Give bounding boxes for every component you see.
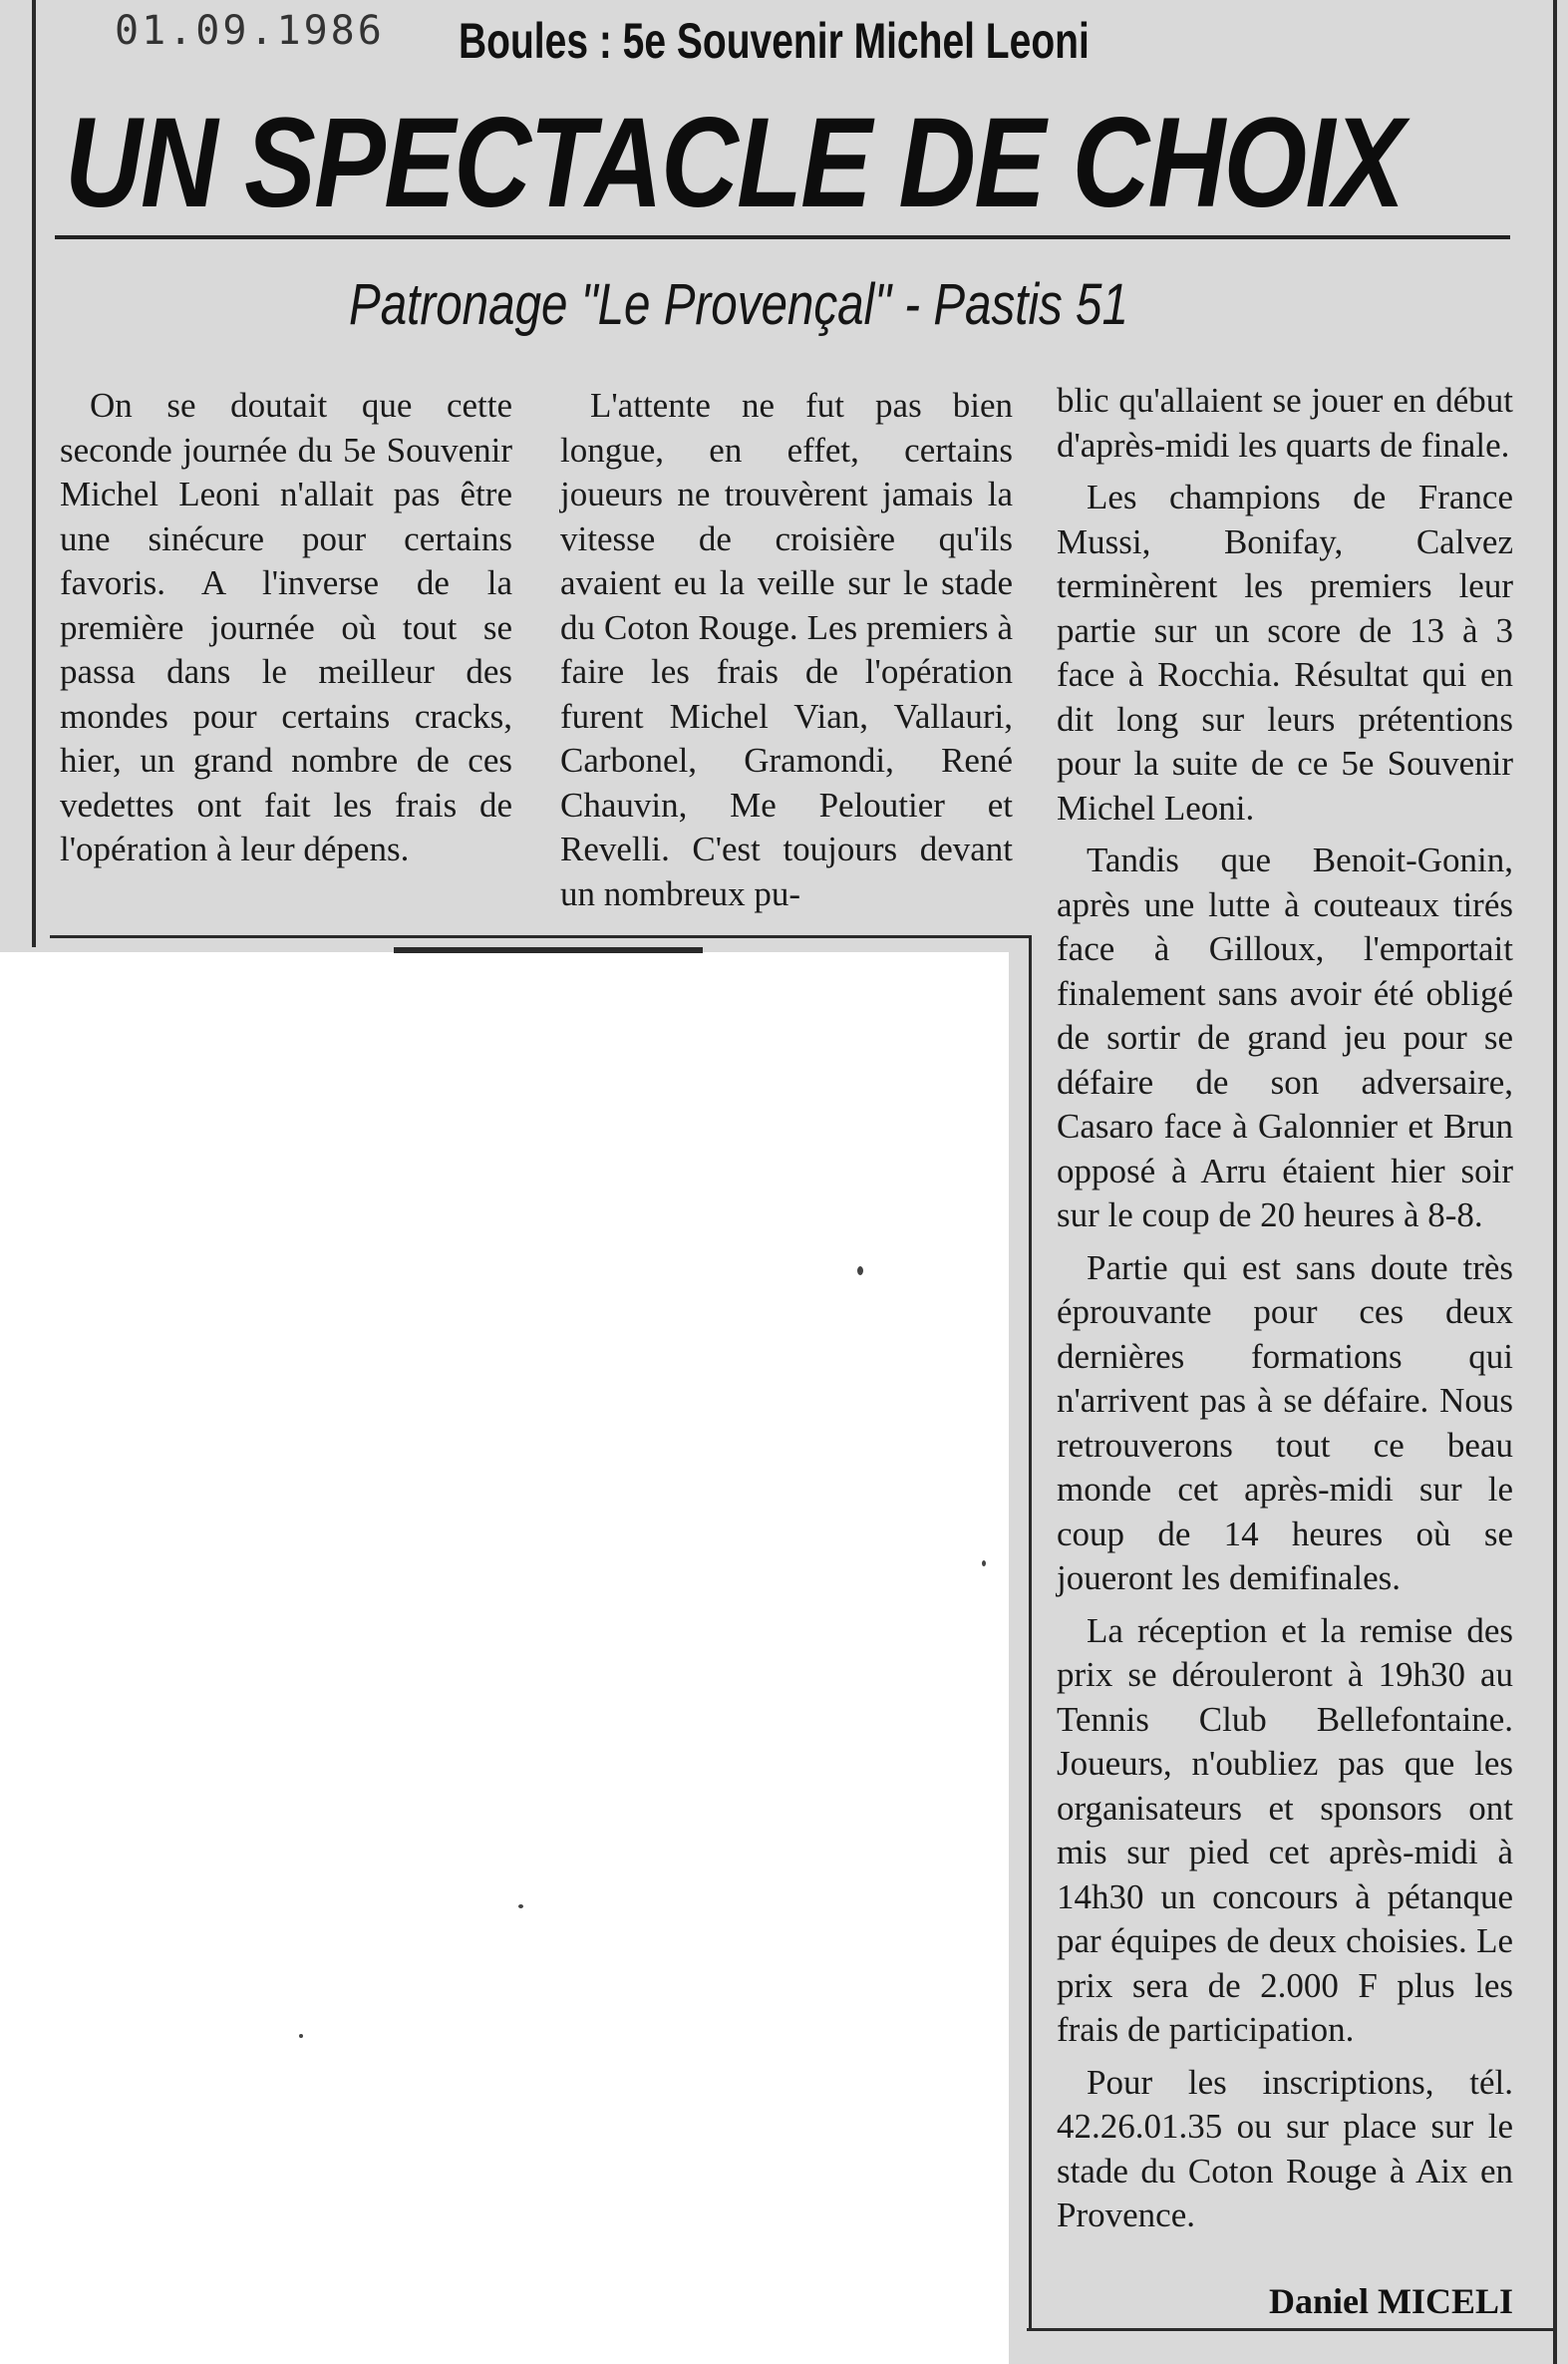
- article-kicker: Boules : 5e Souvenir Michel Leoni: [459, 13, 1090, 69]
- scan-speck: [982, 1560, 986, 1566]
- paragraph: On se doutait que cette seconde journée du 5e Souvenir Michel Leoni n'allait pas être une sinécure pour certains favoris. A l'inverse de la première journée où tout se passa dans le meilleur des mondes pour certains cracks, hier, un grand nombre de ces vedettes ont fait les frais de l'opération à leur dépens.: [60, 386, 512, 868]
- clipping-edge-bottom: [1027, 2328, 1555, 2331]
- paragraph: Tandis que Benoit-Gonin, après une lutte à couteaux tirés face à Gilloux, l'emportait finalement sans avoir été obligé de sortir de grand jeu pour se défaire de son adversaire, Casaro face à Galonnier et Brun opposé à Arru étaient hier soir sur le coup de 20 heures à 8-8.: [1057, 841, 1513, 1234]
- headline-rule: [55, 235, 1510, 239]
- article-end-bar: [394, 947, 703, 953]
- article-divider-horizontal: [50, 935, 1029, 938]
- paragraph: L'attente ne fut pas bien longue, en effet, certains joueurs ne trouvèrent jamais la vitesse de croisière qu'ils avaient eu la veille sur le stade du Coton Rouge. Les premiers à faire les frais de l'opération furent Michel Vian, Vallauri, Carbonel, Gramondi, René Chauvin, Me Peloutier et Revelli. C'est toujours devant un nombreux pu-: [560, 386, 1013, 913]
- article-column-2: [560, 384, 1013, 916]
- column-divider-vertical: [1029, 935, 1032, 2331]
- paragraph: Partie qui est sans doute très éprouvante pour ces deux dernières formations qui n'arrivent pas à se défaire. Nous retrouverons tout ce beau monde cet après-midi sur le coup de 14 heures où se joueront les demifinales.: [1057, 1247, 1513, 1597]
- clipping-edge-right: [1553, 0, 1557, 2364]
- paragraph: La réception et la remise des prix se dérouleront à 19h30 au Tennis Club Bellefontaine. Joueurs, n'oubliez pas que les organisateurs et sponsors ont mis sur pied cet après-midi à 14h30 un concours à pétanque par équipes de deux choisies. Le prix sera de 2.000 F plus les frais de participation.: [1057, 1610, 1513, 2049]
- article-column-3: [1057, 379, 1513, 2238]
- article-subheadline: Patronage "Le Provençal" - Pastis 51: [349, 272, 1128, 337]
- paragraph: Les champions de France Mussi, Bonifay, Calvez terminèrent les premiers leur partie sur un score de 13 à 3 face à Rocchia. Résultat qui en dit long sur leurs prétentions pour la suite de ce 5e Souvenir Michel Leoni.: [1057, 478, 1513, 828]
- article-headline: UN SPECTACLE DE CHOIX: [65, 92, 1404, 234]
- paragraph: blic qu'allaient se jouer en début d'après-midi les quarts de finale.: [1057, 381, 1513, 465]
- paragraph: Pour les inscriptions, tél. 42.26.01.35 ou sur place sur le stade du Coton Rouge à Aix en Provence.: [1057, 2062, 1513, 2234]
- scan-speck: [857, 1266, 863, 1275]
- clipping-edge-left: [32, 0, 36, 947]
- handwritten-date: 01.09.1986: [115, 8, 385, 54]
- author-byline: Daniel MICELI: [1268, 2281, 1513, 2321]
- article-column-1: [60, 384, 512, 872]
- scan-speck: [299, 2034, 303, 2038]
- scan-speck: [518, 1904, 523, 1908]
